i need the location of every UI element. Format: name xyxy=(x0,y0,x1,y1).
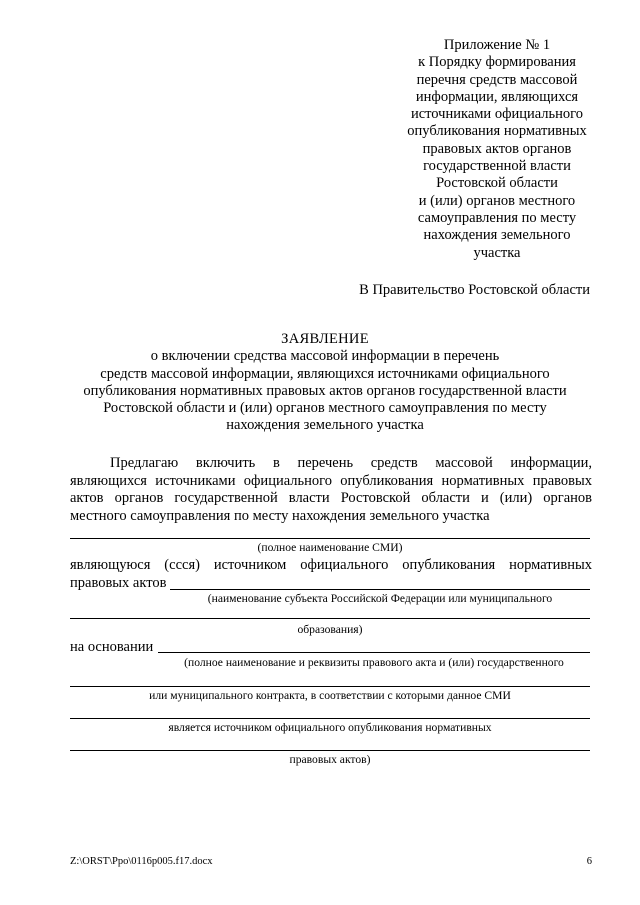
form-line: являющуюся (ссся) источником официального опубликования нормативных xyxy=(70,557,592,573)
basis-field[interactable] xyxy=(158,652,590,653)
document-title: ЗАЯВЛЕНИЕ xyxy=(281,331,369,347)
title-line: нахождения земельного участка xyxy=(226,417,424,434)
addressee: В Правительство Ростовской области xyxy=(359,282,590,298)
caption-subject-2: образования) xyxy=(297,623,363,636)
body-line: Предлагаю включить в перечень средств массовой информации, xyxy=(110,455,592,471)
appendix-line: правовых актов органов xyxy=(422,140,572,157)
caption-act-4: правовых актов) xyxy=(289,753,371,766)
title-line: опубликования нормативных правовых актов органов государственной власти xyxy=(83,382,567,399)
appendix-line: Приложение № 1 xyxy=(443,37,551,53)
page-number: 6 xyxy=(586,856,592,867)
footer-file-path: Z:\ORST\Ppo\0116p005.f17.docx xyxy=(70,856,213,867)
appendix-line: нахождения земельного xyxy=(423,227,571,244)
appendix-line: участка xyxy=(473,244,521,261)
appendix-line: информации, являющихся xyxy=(415,88,579,105)
subject-name-field[interactable] xyxy=(170,589,590,590)
caption-act-2: или муниципального контракта, в соответствии с которыми данное СМИ xyxy=(149,689,511,702)
caption-act-3: является источником официального опубликования нормативных xyxy=(168,721,492,734)
title-line: средств массовой информации, являющихся источниками официального xyxy=(100,365,550,382)
appendix-line: и (или) органов местного xyxy=(418,192,576,209)
caption-act: (полное наименование и реквизиты правового акта и (или) государственного xyxy=(184,656,564,669)
appendix-block xyxy=(392,37,602,262)
appendix-line: перечня средств массовой xyxy=(416,71,578,88)
basis-field-continued[interactable] xyxy=(70,750,590,751)
title-line: Ростовской области и (или) органов местного самоуправления по месту xyxy=(103,400,547,417)
appendix-line: государственной власти xyxy=(423,158,571,175)
smi-name-field[interactable] xyxy=(70,538,590,539)
form-label-basis: на основании xyxy=(70,639,154,655)
body-line: актов органов государственной власти Ростовской области и (или) органов xyxy=(70,490,592,506)
form-label-acts: правовых актов xyxy=(70,575,167,591)
document-title-block xyxy=(60,331,590,435)
basis-field-continued[interactable] xyxy=(70,686,590,687)
appendix-line: источниками официального xyxy=(410,106,584,123)
appendix-line: опубликования нормативных xyxy=(407,123,587,140)
basis-field-continued[interactable] xyxy=(70,718,590,719)
appendix-line: самоуправления по месту xyxy=(417,209,577,226)
title-line: о включении средства массовой информации в перечень xyxy=(150,348,500,365)
caption-subject: (наименование субъекта Российской Федерации или муниципального xyxy=(207,592,553,605)
subject-name-field-continued[interactable] xyxy=(70,618,590,619)
appendix-line: Ростовской области xyxy=(436,175,558,192)
body-line: местного самоуправления по месту нахождения земельного участка xyxy=(70,508,490,524)
caption-smi: (полное наименование СМИ) xyxy=(257,541,403,554)
appendix-line: к Порядку формирования xyxy=(418,54,576,71)
body-line: являющихся источниками официального опубликования нормативных правовых xyxy=(70,473,592,489)
